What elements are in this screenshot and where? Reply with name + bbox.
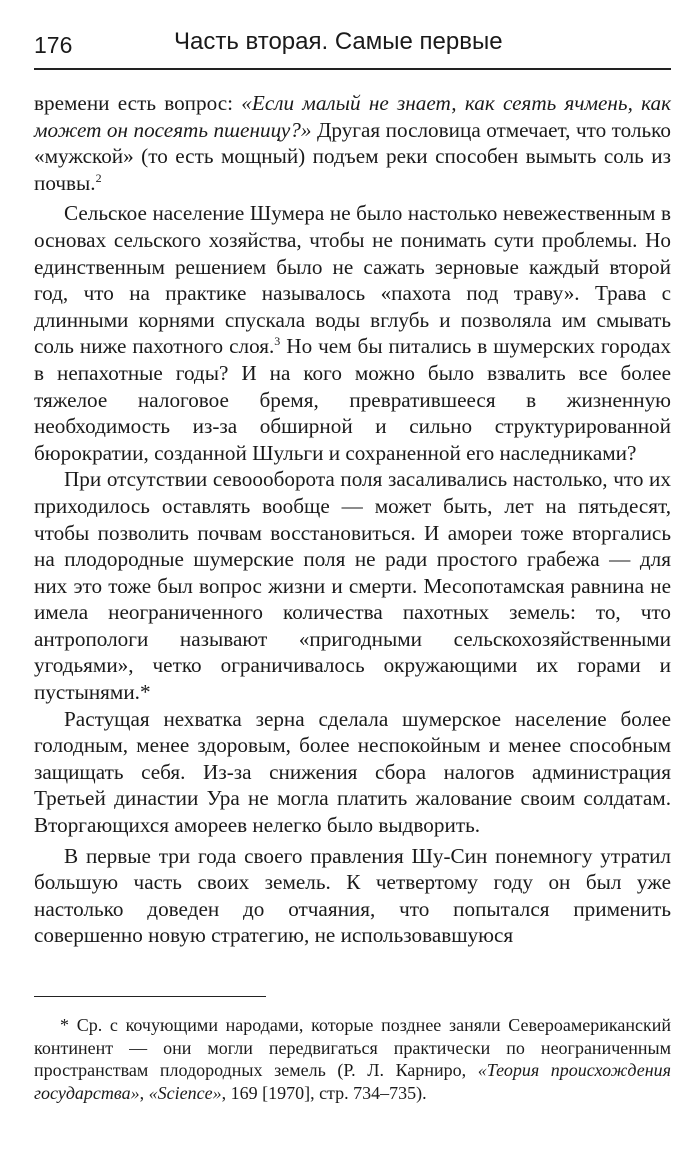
text-segment: Другая пословица отмечает, что только «мужской» (то есть мощный) подъем реки способен вымыть соль из почвы. <box>34 117 671 195</box>
footnote-paragraph <box>34 1014 671 1104</box>
endnote-ref: 2 <box>95 170 102 185</box>
text-segment: В первые три года своего правления Шу-Син понемногу утратил большую часть своих земель. К четвертому году он был уже настолько доведен до отчаяния, что попытался применить совершенно новую стратегию, не использовавшуюся <box>34 843 671 948</box>
text-segment: Растущая нехватка зерна сделала шумерское население более голодным, менее здоровым, более неспокойным и менее способным защищать себя. Из-за снижения сбора налогов администрация Третьей династии Ура не могла платить жалование своим солдатам. Вторгающихся амореев нелегко было выдворить. <box>34 706 671 838</box>
text-segment: времени есть вопрос: <box>34 91 242 115</box>
text-segment: , 169 [1970], стр. 734–735). <box>221 1082 427 1103</box>
italic-title: «Science» <box>148 1082 222 1103</box>
text-segment: * Ср. с кочующими народами, которые позднее заняли Североамериканский континент — они могли передвигаться практически по неограниченным пространствам плодородных земель (Р. Л. Карниро, <box>34 1015 671 1080</box>
text-segment: При отсутствии севоооборота поля засаливались настолько, что их приходилось оставлять вообще — может быть, лет на пятьдесят, чтобы позволить почвам восстановиться. И амореи тоже вторгались на плодородные шумерские поля не ради простого грабежа — для них это тоже был вопрос жизни и смерти. Месопотамская равнина не имела неограниченного количества пахотных земель: то, что антропологи называют «пригодными сельскохозяйственными угодьями», четко ограничивалось окружающими их горами и пустынями.* <box>34 467 671 705</box>
page-number: 176 <box>34 32 73 58</box>
page-header <box>34 26 671 70</box>
italic-quote: «Если малый не знает, как сеять ячмень, как может он посеять пшеницу?» <box>34 91 671 142</box>
paragraph <box>34 706 671 839</box>
footnote <box>34 1014 671 1104</box>
footnote-divider <box>34 996 266 997</box>
text-segment: Но чем бы питались в шумерских городах в непахотные годы? И на кого можно было взвалить все более тяжелое налоговое бремя, превратившееся в жизненную необходимость из-за обширной и сильно структурированной бюрократии, созданной Шульги и сохраненной его наследниками? <box>34 334 671 465</box>
paragraph <box>34 90 671 196</box>
text-segment: , <box>139 1082 149 1103</box>
italic-title: «Теория происхождения государства» <box>34 1060 671 1103</box>
endnote-ref: 3 <box>274 334 281 349</box>
body-text <box>34 90 671 949</box>
text-segment: Сельское население Шумера не было настолько невежественным в основах сельского хозяйства, чтобы не понимать сути проблемы. Но единственным решением было не сажать зерновые каждый второй год, что на практике называлось «пахота под траву». Трава с длинными корнями спускала воды вглубь и позволяла им смывать соль ниже пахотного слоя. <box>34 201 671 359</box>
running-title: Часть вторая. Самые первые <box>174 28 503 55</box>
paragraph <box>34 843 671 949</box>
paragraph <box>34 200 671 466</box>
paragraph <box>34 466 671 705</box>
